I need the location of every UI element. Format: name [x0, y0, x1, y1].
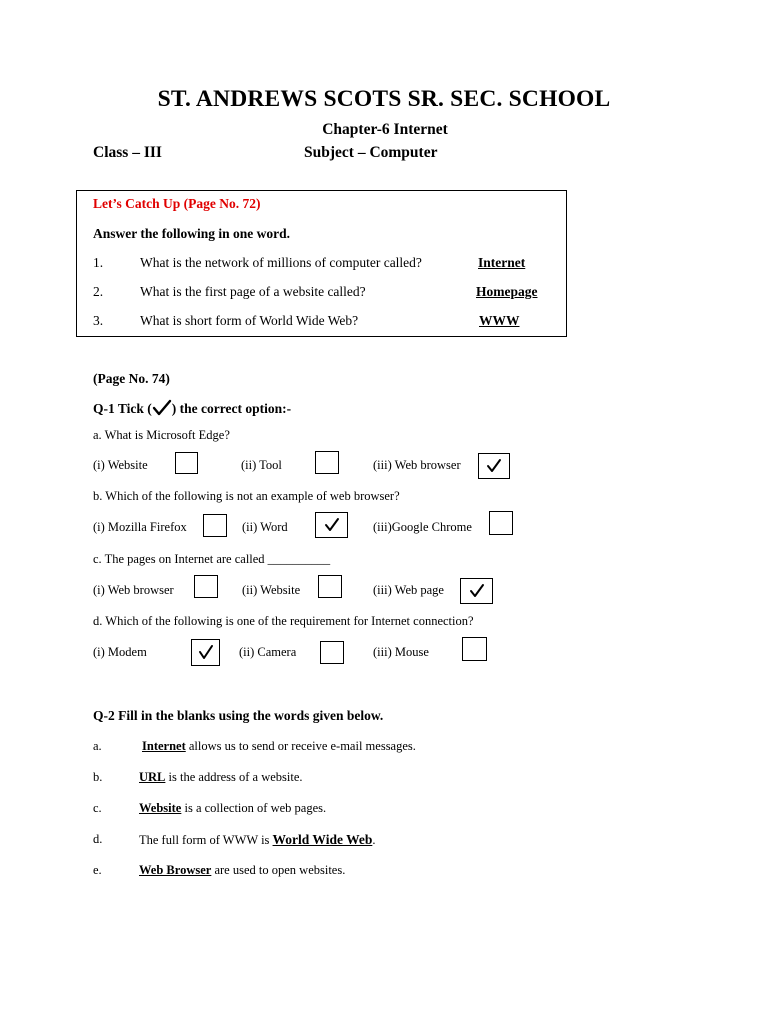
catch-up-q1-number: 1.: [93, 255, 104, 270]
checkmark-icon: [479, 454, 509, 478]
class-label: Class – III: [93, 144, 162, 161]
q1d-question: d. Which of the following is one of the requirement for Internet connection?: [93, 614, 474, 628]
q2b-sentence: [139, 770, 303, 785]
q1-page-number: (Page No. 74): [93, 371, 170, 386]
q1b-checkbox-3[interactable]: [489, 511, 513, 535]
catch-up-q2-number: 2.: [93, 284, 104, 299]
q2c-rest: is a collection of web pages.: [181, 801, 327, 815]
q2d-letter: d.: [93, 832, 103, 846]
q2a-answer: Internet: [142, 739, 186, 753]
chapter-title: Chapter-6 Internet: [322, 121, 448, 138]
q2e-letter: e.: [93, 863, 102, 877]
q1a-option-2: (ii) Tool: [241, 458, 282, 472]
school-name: ST. ANDREWS SCOTS SR. SEC. SCHOOL: [157, 86, 611, 112]
q1c-checkbox-1[interactable]: [194, 575, 218, 598]
q2d-answer: World Wide Web: [272, 832, 373, 847]
q2e-rest: are used to open websites.: [211, 863, 346, 877]
q2d-sentence: [139, 832, 375, 848]
catch-up-q3-number: 3.: [93, 313, 104, 328]
q1-title-suffix: ) the correct option:-: [171, 401, 292, 416]
q1b-option-3: (iii)Google Chrome: [373, 520, 472, 534]
catch-up-q2-text: What is the first page of a website called?: [140, 284, 366, 299]
q1d-checkbox-2[interactable]: [320, 641, 344, 664]
q2e-sentence: [139, 863, 345, 878]
q2a-letter: a.: [93, 739, 102, 753]
q2a-sentence: [142, 739, 416, 754]
checkmark-icon: [316, 513, 347, 537]
q2c-sentence: [139, 801, 326, 816]
catch-up-q1-answer: Internet: [478, 255, 526, 270]
q1-title: [93, 399, 291, 421]
checkmark-icon: [461, 579, 492, 603]
q1c-option-3: (iii) Web page: [373, 583, 444, 597]
checkmark-icon: [192, 640, 219, 665]
q1a-option-3: (iii) Web browser: [373, 458, 461, 472]
catch-up-q3-answer: WWW: [479, 313, 520, 328]
q2-title: Q-2 Fill in the blanks using the words given below.: [93, 708, 384, 723]
q1a-checkbox-3[interactable]: [478, 453, 510, 479]
catch-up-instruction: Answer the following in one word.: [93, 226, 291, 241]
q1d-option-1: (i) Modem: [93, 645, 147, 659]
q2d-prefix: The full form of WWW is: [139, 833, 273, 847]
q2b-letter: b.: [93, 770, 103, 784]
q2d-rest: .: [372, 833, 376, 847]
q2a-rest: allows us to send or receive e-mail messages.: [185, 739, 416, 753]
q1c-option-1: (i) Web browser: [93, 583, 174, 597]
q1a-checkbox-2[interactable]: [315, 451, 339, 474]
q1d-checkbox-1[interactable]: [191, 639, 220, 666]
q1b-checkbox-2[interactable]: [315, 512, 348, 538]
q1b-checkbox-1[interactable]: [203, 514, 227, 537]
q1c-question: c. The pages on Internet are called __________: [93, 552, 331, 566]
q1c-option-2: (ii) Website: [242, 583, 301, 597]
q2c-letter: c.: [93, 801, 102, 815]
subject-label: Subject – Computer: [304, 144, 438, 161]
catch-up-q3-text: What is short form of World Wide Web?: [140, 313, 359, 328]
q1a-checkbox-1[interactable]: [175, 452, 198, 474]
q2b-answer: URL: [139, 770, 166, 784]
q1d-option-3: (iii) Mouse: [373, 645, 429, 659]
q1d-option-2: (ii) Camera: [239, 645, 297, 659]
q1-title-prefix: Q-1 Tick (: [93, 401, 152, 416]
q1c-checkbox-2[interactable]: [318, 575, 342, 598]
q2c-answer: Website: [139, 801, 182, 815]
q2e-answer: Web Browser: [139, 863, 212, 877]
q1a-question: a. What is Microsoft Edge?: [93, 428, 230, 442]
q1b-question: b. Which of the following is not an example of web browser?: [93, 489, 400, 503]
q2b-rest: is the address of a website.: [165, 770, 303, 784]
catch-up-title: Let’s Catch Up (Page No. 72): [93, 196, 261, 211]
q1b-option-1: (i) Mozilla Firefox: [93, 520, 187, 534]
catch-up-q1-text: What is the network of millions of computer called?: [140, 255, 422, 270]
q1b-option-2: (ii) Word: [242, 520, 288, 534]
q1a-option-1: (i) Website: [93, 458, 148, 472]
catch-up-q2-answer: Homepage: [476, 284, 538, 299]
q1d-checkbox-3[interactable]: [462, 637, 487, 661]
q1c-checkbox-3[interactable]: [460, 578, 493, 604]
checkmark-icon: [152, 399, 172, 421]
